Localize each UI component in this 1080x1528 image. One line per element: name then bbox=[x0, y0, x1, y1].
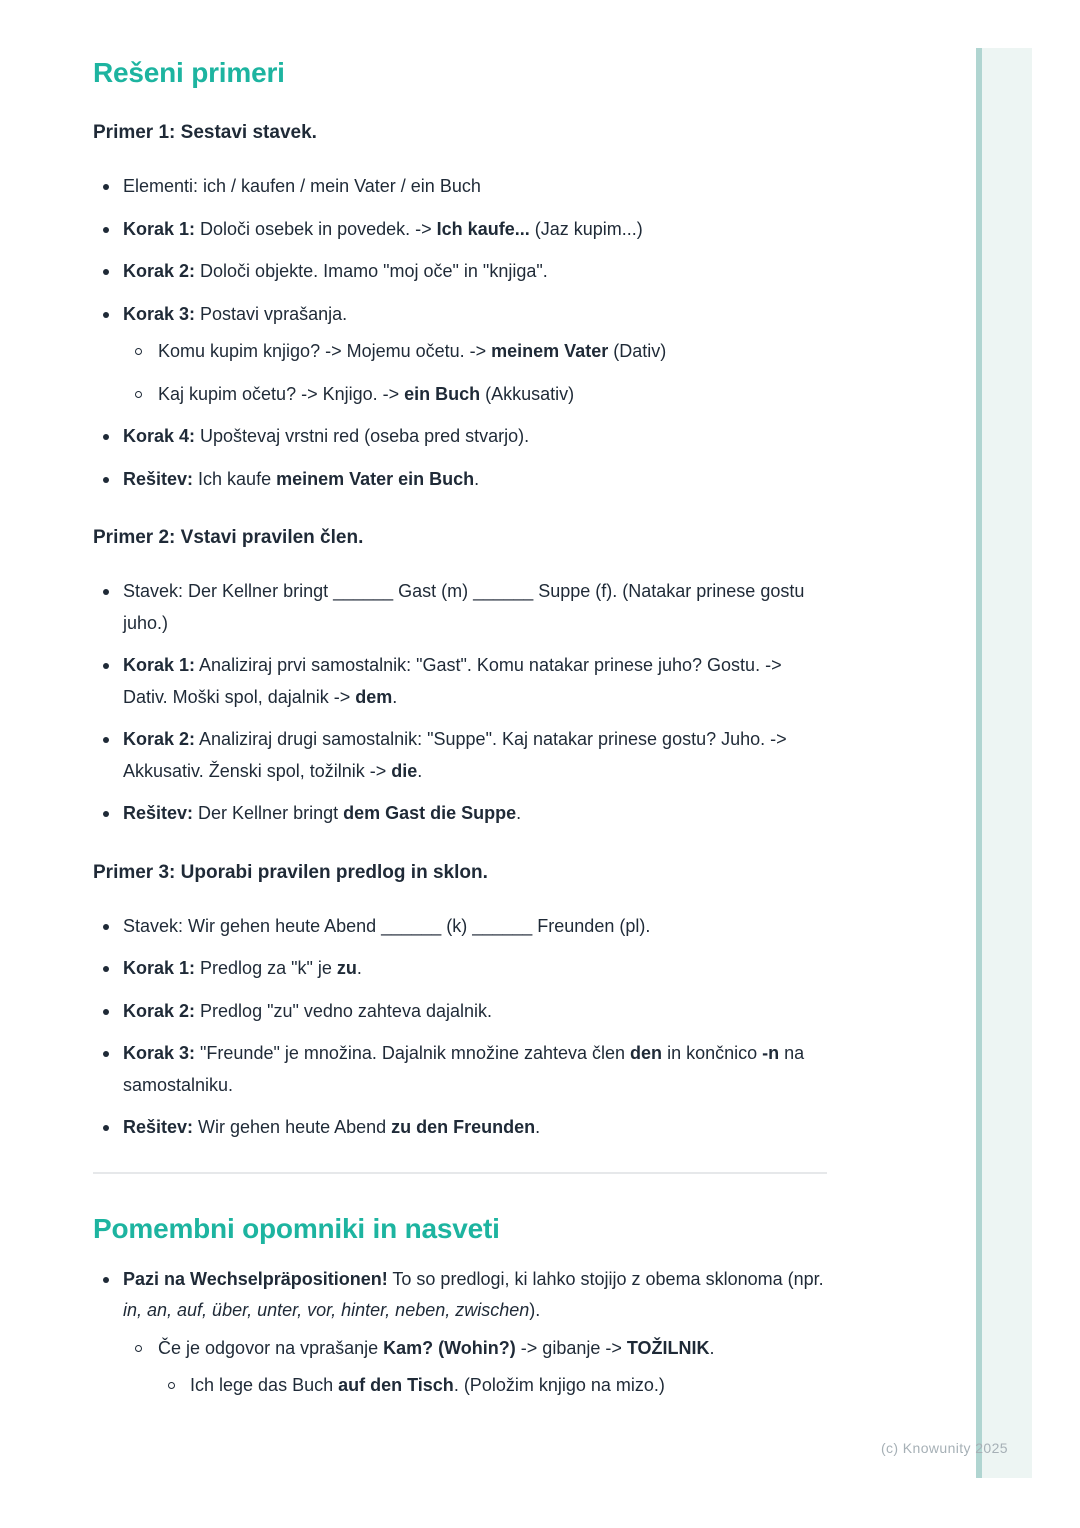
example-1-sublist bbox=[123, 336, 827, 410]
text-segment: (Dativ) bbox=[608, 341, 667, 361]
text-segment: Korak 3: bbox=[123, 303, 196, 324]
text-segment: Korak 2: bbox=[123, 729, 196, 749]
list-item bbox=[93, 1264, 827, 1402]
list-item bbox=[93, 996, 827, 1028]
list-item-text bbox=[123, 304, 347, 324]
text-segment: Kam? (Wohin?) bbox=[383, 1337, 516, 1358]
list-item bbox=[93, 724, 827, 787]
list-item-text bbox=[123, 219, 643, 239]
list-item-text bbox=[190, 1375, 665, 1395]
copyright-notice: (c) Knowunity 2025 bbox=[880, 1440, 1008, 1456]
text-segment: Wir gehen heute Abend bbox=[193, 1117, 392, 1137]
text-segment: . bbox=[417, 760, 423, 781]
notes-subsublist bbox=[158, 1370, 827, 1402]
text-segment: in, an, auf, über, unter, vor, hinter, neben, zwischen bbox=[123, 1300, 530, 1320]
list-item bbox=[158, 1370, 827, 1402]
text-segment: ). bbox=[529, 1300, 541, 1320]
text-segment: dem Gast die Suppe bbox=[343, 803, 517, 823]
text-segment: Komu kupim knjigo? -> Mojemu očetu. -> bbox=[158, 341, 492, 361]
list-item-text bbox=[123, 958, 362, 978]
text-segment: Predlog "zu" vedno zahteva dajalnik. bbox=[195, 1000, 492, 1021]
section-heading-notes: Pomembni opomniki in nasveti bbox=[93, 1212, 500, 1244]
text-segment: . bbox=[356, 958, 362, 978]
text-segment: Rešitev: bbox=[123, 1117, 194, 1137]
text-segment: Rešitev: bbox=[123, 803, 194, 823]
text-segment: "Freunde" je množina. Dajalnik množine zahteva člen bbox=[195, 1043, 631, 1063]
text-segment: ein Buch bbox=[404, 383, 481, 404]
list-item bbox=[93, 911, 827, 943]
list-item-text bbox=[123, 655, 782, 707]
list-item bbox=[93, 798, 827, 830]
text-segment: -> gibanje -> bbox=[515, 1337, 627, 1358]
text-segment: Analiziraj drugi samostalnik: "Suppe". Kaj natakar prinese gostu? Juho. -> Akkusativ. Ženski spol, tožilnik -> bbox=[123, 729, 787, 781]
text-segment: Če je odgovor na vprašanje bbox=[158, 1337, 384, 1358]
text-segment: den bbox=[630, 1043, 663, 1063]
section-divider bbox=[93, 1172, 827, 1174]
list-item bbox=[93, 171, 827, 203]
list-item-text bbox=[123, 1001, 492, 1021]
text-segment: (Akkusativ) bbox=[480, 383, 575, 404]
list-item bbox=[123, 336, 827, 368]
document-page bbox=[93, 0, 827, 1420]
list-item-text bbox=[123, 426, 529, 446]
text-segment: -n bbox=[762, 1043, 780, 1063]
text-segment: Postavi vprašanja. bbox=[195, 303, 348, 324]
text-segment: Korak 2: bbox=[123, 1000, 196, 1021]
text-segment: zu bbox=[336, 958, 357, 978]
example-3-heading: Primer 3: Uporabi pravilen predlog in sklon. bbox=[93, 861, 488, 883]
text-segment: Stavek: Wir gehen heute Abend ______ (k) ______ Freunden (pl). bbox=[123, 915, 651, 936]
text-segment: Ich kaufe... bbox=[436, 218, 530, 239]
example-1-list bbox=[93, 171, 827, 495]
list-item-text bbox=[158, 1338, 715, 1358]
text-segment: . (Položim knjigo na mizo.) bbox=[453, 1375, 665, 1395]
list-item-text bbox=[123, 261, 548, 281]
example-2-list bbox=[93, 576, 827, 830]
text-segment: . bbox=[535, 1117, 541, 1137]
list-item-text bbox=[123, 1043, 804, 1095]
text-segment: Ich lege das Buch bbox=[190, 1375, 339, 1395]
text-segment: Korak 1: bbox=[123, 655, 196, 675]
text-segment: auf den Tisch bbox=[338, 1375, 454, 1395]
list-item-text bbox=[158, 384, 574, 404]
text-segment: Korak 1: bbox=[123, 218, 196, 239]
list-item-text bbox=[123, 581, 804, 633]
page-edge-accent-bar bbox=[976, 48, 1032, 1478]
text-segment: Predlog za "k" je bbox=[195, 958, 337, 978]
text-segment: . bbox=[709, 1337, 715, 1358]
text-segment: meinem Vater ein Buch bbox=[276, 468, 475, 489]
list-item-text bbox=[123, 1269, 824, 1321]
notes-list bbox=[93, 1264, 827, 1402]
list-item-text bbox=[123, 916, 650, 936]
text-segment: Kaj kupim očetu? -> Knjigo. -> bbox=[158, 383, 405, 404]
text-segment: die bbox=[391, 760, 418, 781]
text-segment: Upoštevaj vrstni red (oseba pred stvarjo). bbox=[195, 426, 530, 446]
list-item bbox=[93, 256, 827, 288]
notes-sublist bbox=[123, 1333, 827, 1402]
text-segment: Korak 1: bbox=[123, 958, 196, 978]
list-item-text bbox=[158, 341, 666, 361]
text-segment: Ich kaufe bbox=[193, 468, 277, 489]
list-item bbox=[93, 953, 827, 985]
text-segment: Stavek: Der Kellner bringt ______ Gast (m) ______ Suppe (f). (Natakar prinese gostu juho.) bbox=[123, 581, 805, 633]
section-heading-solved-examples: Rešeni primeri bbox=[93, 57, 285, 88]
text-segment: Der Kellner bringt bbox=[193, 803, 344, 823]
text-segment: Korak 2: bbox=[123, 261, 196, 281]
list-item bbox=[123, 1333, 827, 1402]
text-segment: Korak 3: bbox=[123, 1043, 196, 1063]
text-segment: . bbox=[474, 468, 480, 489]
list-item-text bbox=[123, 469, 479, 489]
text-segment: na samostalniku. bbox=[123, 1043, 805, 1095]
list-item bbox=[123, 379, 827, 411]
text-segment: zu den Freunden bbox=[391, 1117, 536, 1137]
text-segment: . bbox=[392, 686, 398, 707]
text-segment: Analiziraj prvi samostalnik: "Gast". Komu natakar prinese juho? Gostu. -> Dativ. Moški spol, dajalnik -> bbox=[123, 655, 782, 707]
list-item-text bbox=[123, 803, 521, 823]
text-segment: meinem Vater bbox=[491, 341, 609, 361]
list-item bbox=[93, 650, 827, 713]
list-item bbox=[93, 1038, 827, 1101]
text-segment: Elementi: ich / kaufen / mein Vater / ein Buch bbox=[123, 176, 481, 196]
list-item bbox=[93, 421, 827, 453]
text-segment: dem bbox=[355, 686, 393, 707]
text-segment: (Jaz kupim...) bbox=[529, 218, 643, 239]
text-segment: Korak 4: bbox=[123, 426, 196, 446]
text-segment: . bbox=[516, 803, 522, 823]
example-1-heading: Primer 1: Sestavi stavek. bbox=[93, 122, 317, 143]
list-item bbox=[93, 576, 827, 639]
list-item-text bbox=[123, 1117, 540, 1137]
list-item bbox=[93, 1112, 827, 1144]
text-segment: TOŽILNIK bbox=[626, 1337, 710, 1358]
example-2-heading: Primer 2: Vstavi pravilen člen. bbox=[93, 527, 364, 548]
text-segment: in končnico bbox=[662, 1043, 763, 1063]
list-item bbox=[93, 214, 827, 246]
text-segment: Pazi na Wechselpräpositionen! bbox=[123, 1268, 388, 1289]
list-item bbox=[93, 464, 827, 496]
list-item-text bbox=[123, 729, 787, 781]
text-segment: To so predlogi, ki lahko stojijo z obema sklonoma (npr. bbox=[387, 1268, 824, 1289]
text-segment: Določi osebek in povedek. -> bbox=[195, 218, 437, 239]
text-segment: Rešitev: bbox=[123, 468, 194, 489]
list-item bbox=[93, 299, 827, 411]
text-segment: Določi objekte. Imamo "moj oče" in "knjiga". bbox=[195, 261, 548, 281]
list-item-text bbox=[123, 176, 481, 196]
example-3-list bbox=[93, 911, 827, 1144]
